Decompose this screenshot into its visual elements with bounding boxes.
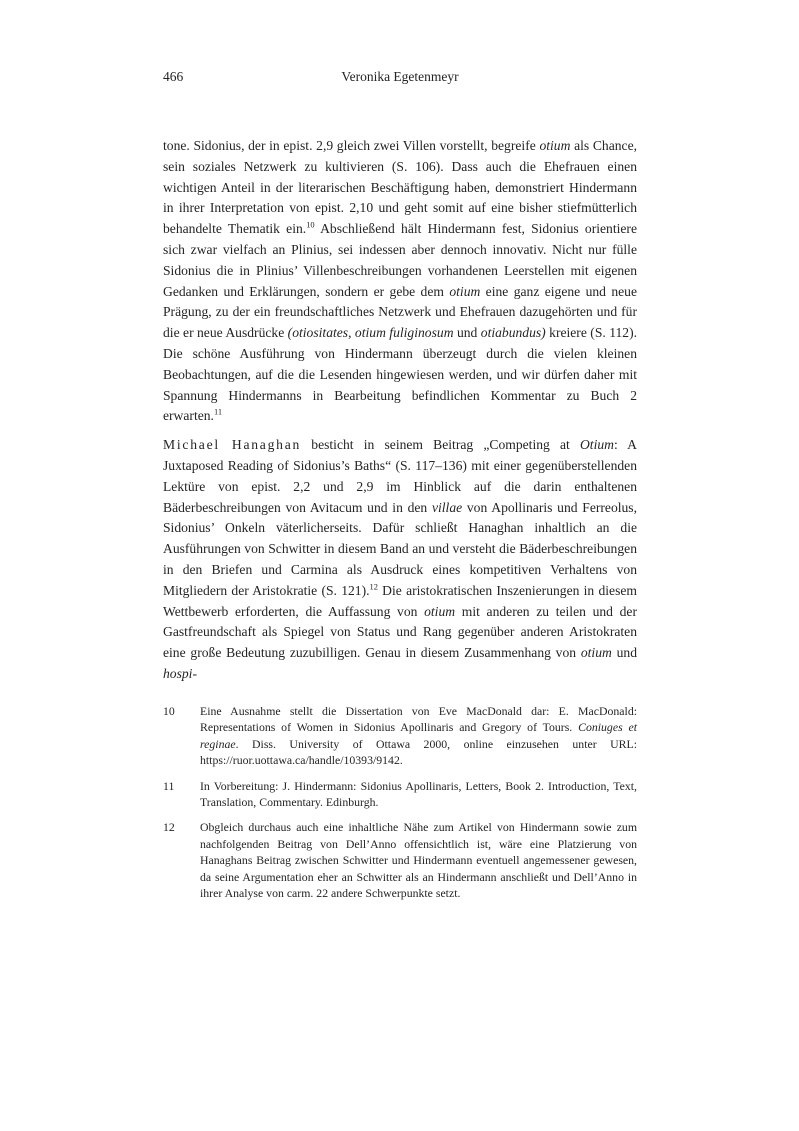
text-segment: kreiere (S. 112). Die schöne Ausführung von Hindermann überzeugt durch die vielen kleinen Beobachtungen, auf die die Lesenden hingewiesen werden, und wir dürfen daher mit Spannung Hindermanns in Bearbeitung befindlichen Kommentar zu Buch 2 erwarten. [163, 325, 638, 424]
text-segment: Coniuges et reginae [200, 720, 637, 751]
footnote-text [200, 819, 637, 901]
footnote-10 [163, 703, 637, 769]
footnote-11 [163, 778, 637, 811]
paragraph-2 [163, 435, 637, 685]
footnote-ref-11: 11 [213, 406, 223, 417]
footnote-12 [163, 819, 637, 901]
footnote-number: 12 [163, 820, 175, 835]
footnote-ref-10: 10 [306, 219, 315, 230]
text-segment: . [399, 753, 403, 768]
author-name-emphasized: Michael Hanaghan [163, 437, 302, 453]
text-segment: : A Juxtaposed Reading of Sidonius’s Baths“ (S. 117–136) mit einer gegenüberstellenden Lektüre von epist. 2,2 und 2,9 im Hinblick auf die darin enthaltenen Bäderbeschreibungen von Avitacum und in den [163, 437, 637, 515]
text-segment: besticht in seinem Beitrag „Competing at [301, 437, 580, 453]
footnote-ref-12: 12 [369, 581, 378, 592]
text-segment: otium [449, 283, 481, 299]
text-segment: und [453, 325, 481, 341]
text-segment: villae [431, 499, 463, 515]
text-segment: Abschließend hält Hindermann fest, Sidonius orientiere sich zwar vielfach an Plinius, sei indessen aber dennoch innovativ. Nicht nur fülle Sidonius die in Plinius’ Villenbeschreibungen vorhandenen Leerstellen mit eigenen Gedanken und Erklärungen, sondern er gebe dem [163, 221, 637, 299]
text-segment: otiabundus) [480, 325, 546, 341]
text-segment: otium [580, 645, 612, 661]
text-segment: , [348, 325, 355, 341]
text-segment: . Diss. University of Ottawa 2000, online einzusehen unter URL: [235, 736, 637, 751]
paragraph-1 [163, 136, 637, 427]
footnote-text [200, 703, 637, 769]
footnote-number: 11 [163, 778, 175, 793]
text-segment: Die aristokratischen Inszenierungen in diesem Wettbewerb erforderten, die Auffassung von [163, 582, 637, 619]
footnotes-section [163, 703, 637, 910]
text-segment: als Chance, sein soziales Netzwerk zu kultivieren (S. 106). Dass auch die Ehefrauen einen wichtigen Anteil in der literarischen Beschäftigung haben, demonstriert Hindermann in ihrer Interpretation von epist. 2,10 und geht somit auf eine bisher stiefmütterlich behandelte Thematik ein. [163, 138, 638, 237]
text-segment: hospi- [163, 665, 197, 681]
text-segment: otium fuliginosum [354, 325, 454, 341]
main-text-block [163, 136, 637, 685]
text-segment: Otium [579, 437, 614, 453]
footnote-text [200, 778, 637, 811]
footnote-number: 10 [163, 704, 175, 718]
text-segment: Eine Ausnahme stellt die Dissertation von Eve MacDonald dar: E. MacDonald: Representations of Women in Sidonius Apollinaris and Gregory of Tours. [200, 704, 637, 735]
text-segment: otium [539, 138, 571, 153]
footnote-url: https://ruor.uottawa.ca/handle/10393/9142 [200, 753, 400, 768]
text-segment: (otiositates [287, 325, 349, 341]
text-segment: von Apollinaris und Ferreolus, Sidonius’ Onkeln väterlicherseits. Dafür schließt Hanaghan inhaltlich an die Ausführungen von Schwitter in diesem Band an und versteht die Bäderbeschreibungen in den Briefen und Carmina als Ausdruck eines kompetitiven Verhaltens von Mitgliedern der Aristokratie (S. 121). [163, 499, 637, 598]
text-segment: mit anderen zu teilen und der Gastfreundschaft als Spiegel von Status und Rang gegenüber anderen Aristokraten eine große Bedeutung zuzubilligen. Genau in diesem Zusammenhang von [163, 603, 637, 661]
text-segment: otium [424, 603, 456, 619]
text-segment: eine ganz eigene und neue Prägung, zu der ein freundschaftliches Netzwerk und Ehefrauen dazugehörten und für die er neue Ausdrücke [163, 283, 637, 341]
text-segment: Obgleich durchaus auch eine inhaltliche Nähe zum Artikel von Hindermann sowie zum nachfolgenden Beitrag von Dell’Anno offensichtlich ist, wäre eine Platzierung von Hanaghans Beitrag zwischen Schwitter und Hindermann eventuell angemessener gewesen, da seine Argumentation eher an Schwitter als an Hindermann anschließt und Dell’Anno in ihrer Analyse von carm. 22 andere Schwerpunkte setzt. [200, 820, 637, 901]
page-number: 466 [163, 69, 184, 84]
running-header [163, 69, 637, 85]
text-segment: und [611, 645, 637, 661]
running-head-title: Veronika Egetenmeyr [341, 69, 459, 84]
text-segment: In Vorbereitung: J. Hindermann: Sidonius Apollinaris, Letters, Book 2. Introduction, Text, Translation, Commentary. Edinburgh. [200, 778, 637, 810]
text-segment: tone. Sidonius, der in epist. 2,9 gleich zwei Villen vorstellt, begreife [163, 138, 540, 153]
